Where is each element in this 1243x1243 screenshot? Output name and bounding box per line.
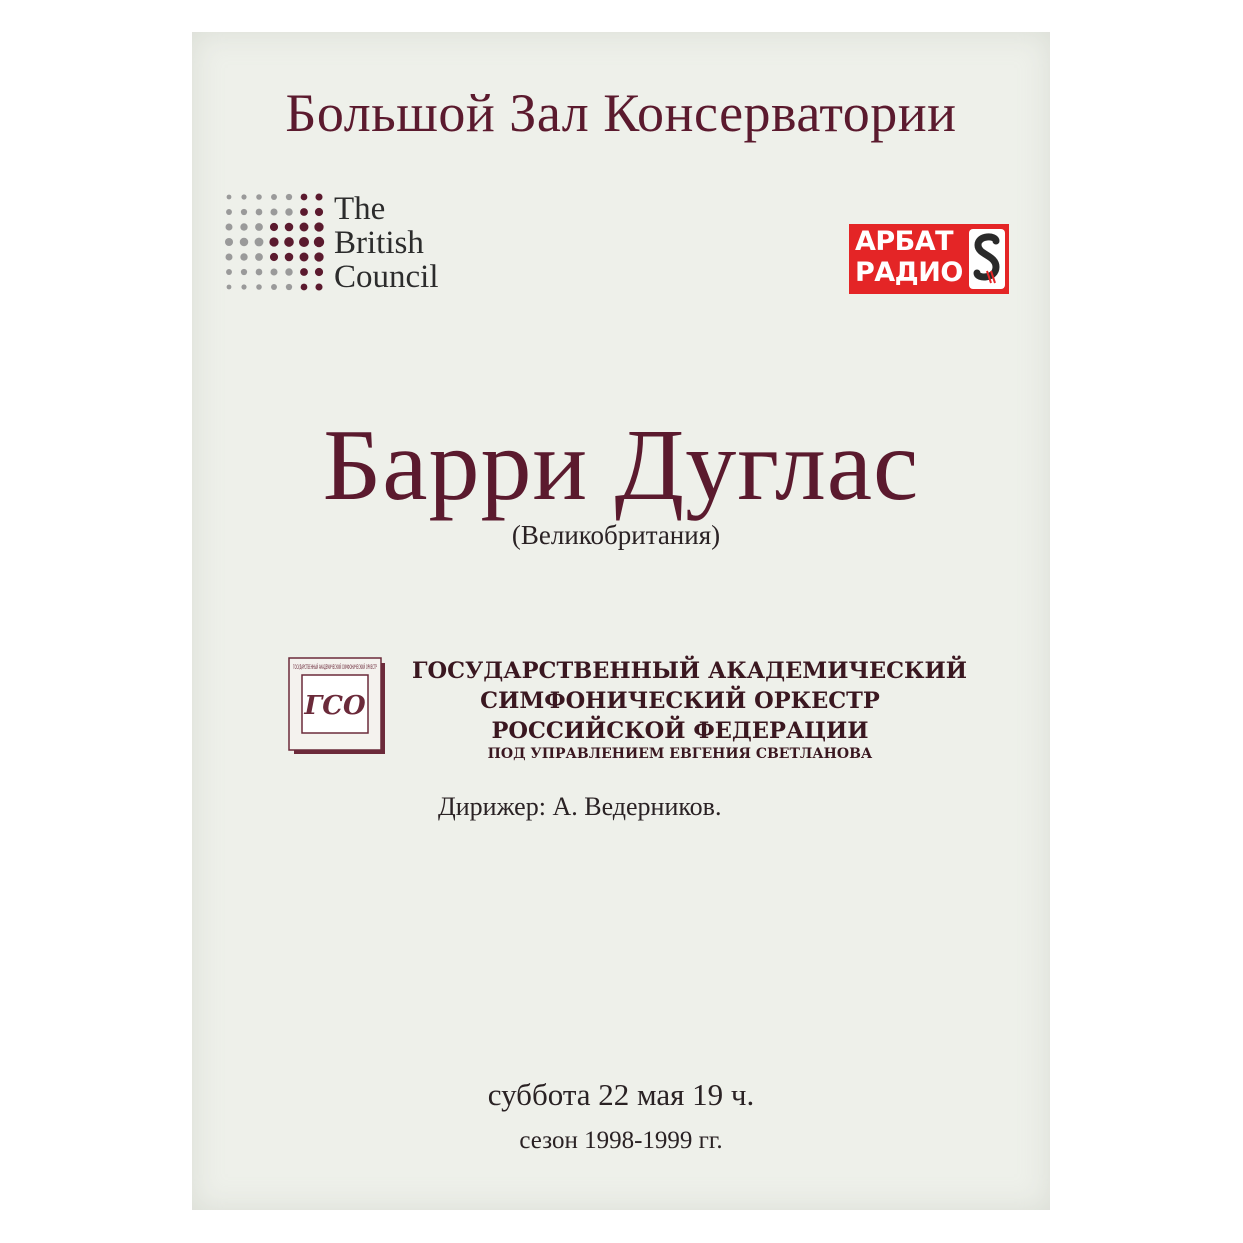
bc-dot (227, 285, 232, 290)
radio-line-arbat: АРБАТ (855, 226, 954, 257)
orchestra-line-1: ГОСУДАРСТВЕННЫЙ АКАДЕМИЧЕСКИЙ (412, 658, 968, 684)
bc-dot (227, 195, 232, 200)
bc-dot (256, 209, 263, 216)
orchestra-subtitle: ПОД УПРАВЛЕНИЕМ ЕВГЕНИЯ СВЕТЛАНОВА (487, 746, 873, 762)
bc-line-british: British (334, 225, 424, 261)
bc-dot (300, 208, 308, 216)
dot-grid-icon (222, 190, 326, 294)
gso-letters: ГСО (304, 691, 366, 721)
orchestra-block (412, 656, 968, 762)
radio-line-radio: РАДИО (855, 257, 963, 288)
orchestra-line-2: СИМФОНИЧЕСКИЙ ОРКЕСТР (480, 688, 880, 714)
arbat-radio-wordmark (855, 226, 963, 288)
bc-line-the: The (334, 191, 386, 227)
bc-dot (314, 252, 323, 261)
bc-dot (315, 283, 322, 290)
orchestra-line-3: РОССИЙСКОЙ ФЕДЕРАЦИИ (491, 718, 869, 744)
bc-dot (299, 237, 309, 247)
program-cover (192, 32, 1050, 1210)
bc-dot (271, 194, 277, 200)
performer-country: (Великобритания) (511, 520, 721, 550)
bc-dot (255, 253, 263, 261)
bc-dot (226, 254, 233, 261)
arbat-radio-logo (849, 224, 1009, 294)
british-council-wordmark (334, 192, 439, 294)
performer-name: Барри Дуглас (322, 409, 920, 522)
bc-dot (285, 268, 292, 275)
orchestra-logo (288, 657, 386, 755)
bc-dot (241, 209, 247, 215)
bc-dot (241, 194, 246, 199)
bc-dot (271, 284, 277, 290)
bc-dot (300, 268, 308, 276)
bc-dot (314, 222, 323, 231)
bc-dot (315, 208, 323, 216)
bc-dot (286, 194, 292, 200)
bc-dot (256, 284, 262, 290)
event-date: суббота 22 мая 19 ч. (487, 1077, 755, 1112)
bc-dot (240, 253, 247, 260)
bc-dot (270, 268, 277, 275)
bc-dot (269, 237, 278, 246)
gso-emblem-icon (288, 657, 386, 755)
bc-dot (240, 223, 247, 230)
bc-dot (314, 237, 324, 247)
bc-dot (300, 223, 309, 232)
conductor-line: Дирижер: А. Ведерников. (438, 792, 722, 821)
bc-dot (256, 194, 262, 200)
bc-dot (315, 193, 322, 200)
bc-line-council: Council (334, 259, 439, 295)
bc-dot (226, 209, 232, 215)
bc-dot (270, 253, 278, 261)
british-council-logo (222, 190, 472, 300)
bc-dot (256, 269, 263, 276)
bc-dot (240, 238, 248, 246)
bc-dot (284, 237, 294, 247)
event-season: сезон 1998-1999 гг. (519, 1127, 723, 1154)
bc-dot (270, 223, 278, 231)
bc-dot (241, 269, 247, 275)
venue-title: Большой Зал Консерватории (285, 83, 957, 143)
bc-dot (286, 284, 292, 290)
radio-s-mark-icon (969, 229, 1005, 289)
bc-dot (226, 224, 233, 231)
bc-dot (226, 269, 232, 275)
bc-dot (300, 253, 309, 262)
bc-dot (301, 284, 308, 291)
bc-dot (315, 268, 323, 276)
gso-ring-text: ГОСУДАРСТВЕННЫЙ АКА (293, 663, 378, 671)
bc-dot (225, 238, 233, 246)
bc-dot (285, 253, 294, 262)
bc-dot (270, 208, 277, 215)
bc-dot (285, 223, 294, 232)
bc-dot (285, 208, 292, 215)
bc-dot (255, 238, 264, 247)
bc-dot (255, 223, 263, 231)
bc-dot (301, 194, 308, 201)
bc-dot (241, 284, 246, 289)
